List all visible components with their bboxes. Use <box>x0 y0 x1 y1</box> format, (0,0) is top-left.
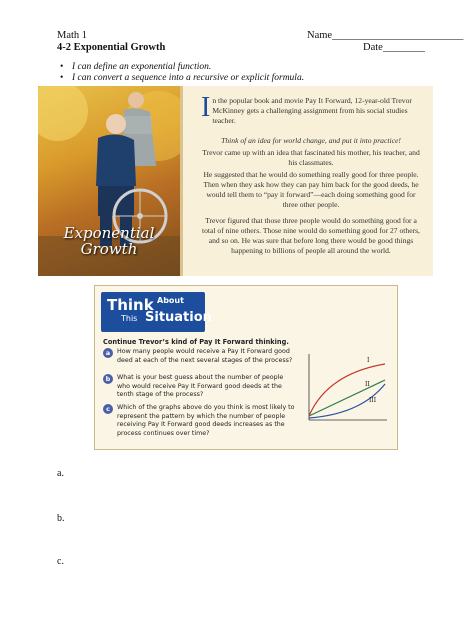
answer-label-c: c. <box>57 556 64 567</box>
photo-caption-line1: Exponential <box>63 224 155 242</box>
question-item <box>103 348 295 365</box>
lesson-title: 4-2 Exponential Growth <box>57 42 166 53</box>
question-badge: c <box>103 404 113 414</box>
story-text-2: Think of an idea for world change, and put it into practice! <box>221 136 401 145</box>
curve-label: I <box>367 357 370 364</box>
bullet-icon: • <box>60 73 64 83</box>
photo-caption <box>38 226 180 258</box>
story-paragraph-3 <box>201 148 421 168</box>
story-text-4: He suggested that he would do something really good for three people. Then when they ask how they can pay him back for the good deeds, he would tell them to “pay it forward”—each doing something good for three other people. <box>203 170 419 210</box>
question-text: How many people would receive a Pay It Forward good deed at each of the next several stages of the process? <box>117 348 293 364</box>
intro-figure <box>38 86 430 276</box>
think-title-word: Think <box>107 296 154 314</box>
question-item <box>103 374 295 400</box>
question-badge: a <box>103 348 113 358</box>
photo-caption-line2: Growth <box>80 239 138 258</box>
think-title-situation: Situation <box>145 310 212 325</box>
think-title-this: This <box>121 314 138 323</box>
story-paragraph-1 <box>201 92 421 126</box>
story-paragraph-4 <box>201 170 421 210</box>
date-field-label: Date________ <box>363 42 425 53</box>
story-text-3: Trevor came up with an idea that fascinated his mother, his teacher, and his classmates. <box>202 148 420 168</box>
story-text-1: n the popular book and movie Pay It Forward, 12-year-old Trevor McKinney gets a challenging assignment from his social studies teacher. <box>212 96 412 126</box>
answer-label-a: a. <box>57 468 64 479</box>
name-field-label: Name_________________________ <box>307 30 464 41</box>
curve-I <box>309 364 385 416</box>
objective-text: I can define an exponential function. <box>72 62 212 72</box>
question-badge: b <box>103 374 113 384</box>
think-intro-text: Continue Trevor’s kind of Pay It Forward thinking. <box>103 338 289 346</box>
answer-label-b: b. <box>57 513 65 524</box>
think-title-banner <box>101 292 212 332</box>
story-text-5: Trevor figured that those three people would do something good for a total of nine others. Those nine would do something good for 27 others, and so on. He was sure that before long there would be good things happening to billions of people all around the world. <box>202 216 420 256</box>
curve-label: II <box>365 381 370 388</box>
wheelchair-photo <box>38 86 180 276</box>
story-panel <box>180 86 433 276</box>
question-item <box>103 404 295 438</box>
question-text: What is your best guess about the number of people who would receive Pay It Forward good deeds at the tenth stage of the process? <box>117 374 284 398</box>
course-label: Math 1 <box>57 30 88 41</box>
objective-item <box>60 73 305 83</box>
objective-text: I can convert a sequence into a recursive or explicit formula. <box>72 73 305 83</box>
question-text: Which of the graphs above do you think is most likely to represent the pattern by which the number of people receiving Pay It Forward good deeds increases as the process continues over time? <box>117 404 295 437</box>
story-paragraph-2 <box>201 136 421 146</box>
growth-graphs <box>301 350 391 430</box>
bullet-icon: • <box>60 62 64 72</box>
think-about-box <box>94 285 398 450</box>
objective-item <box>60 62 212 72</box>
curve-label: III <box>369 397 377 404</box>
think-title-about: About <box>157 296 184 305</box>
drop-cap: I <box>201 92 211 123</box>
story-paragraph-5 <box>201 216 421 256</box>
